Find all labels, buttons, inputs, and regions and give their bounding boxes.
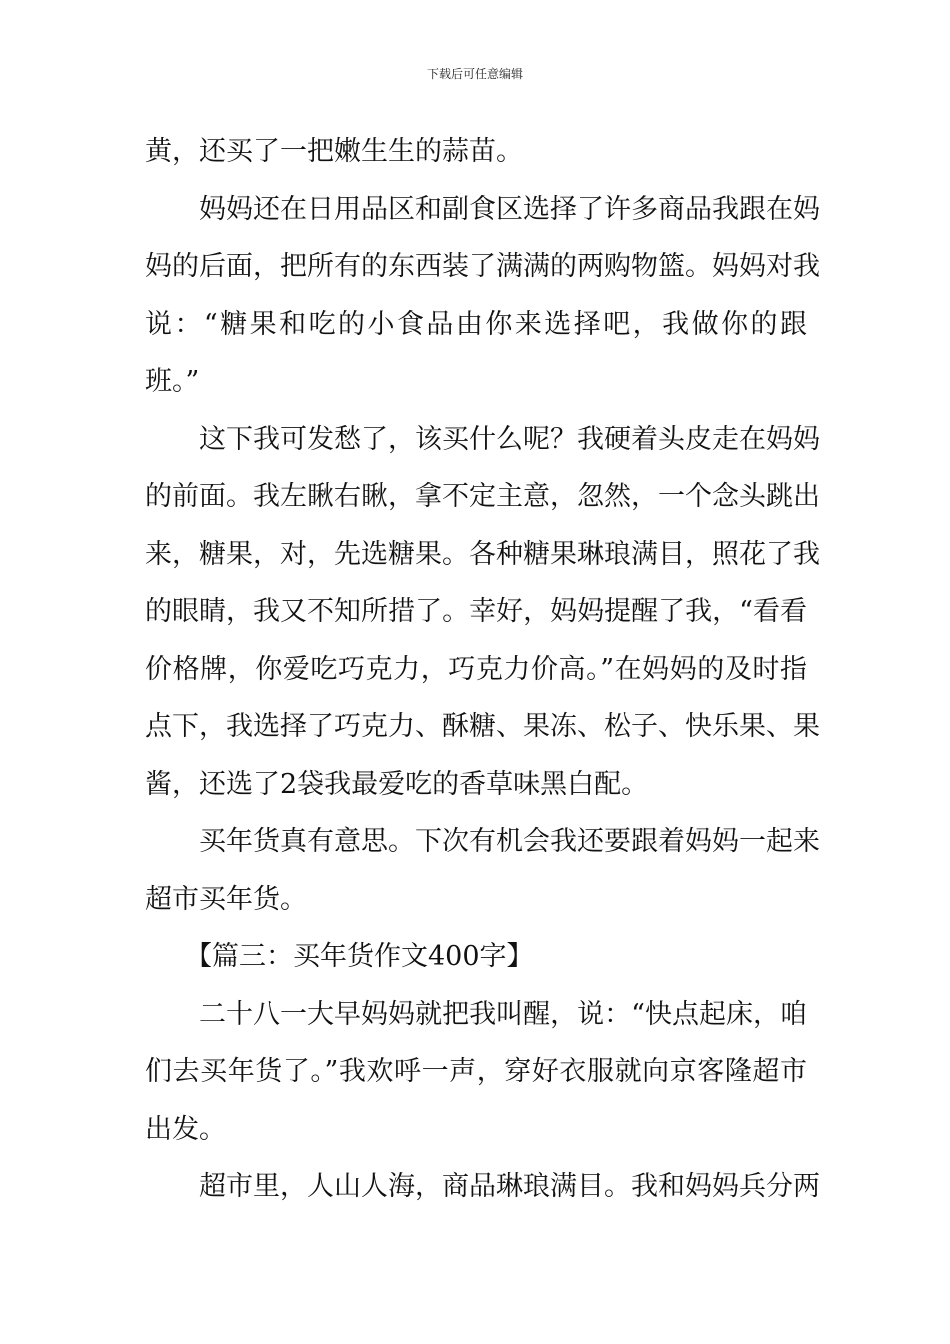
- paragraph-line: 的前面。我左瞅右瞅，拿不定主意，忽然，一个念头跳出: [145, 481, 820, 512]
- paragraph-line: 说：“糖果和吃的小食品由你来选择吧，我做你的跟: [145, 308, 807, 340]
- paragraph-line: 出发。: [145, 1113, 226, 1145]
- paragraph-line: 二十八一大早妈妈就把我叫醒，说：“快点起床，咱: [199, 998, 807, 1030]
- paragraph-line: 价格牌，你爱吃巧克力，巧克力价高。”在妈妈的及时指: [145, 653, 807, 685]
- paragraph-line: 妈妈还在日用品区和副食区选择了许多商品我跟在妈: [199, 193, 820, 225]
- section-heading: 【篇三：买年货作文400字】: [185, 941, 534, 972]
- paragraph-line: 来，糖果，对，先选糖果。各种糖果琳琅满目，照花了我: [145, 538, 820, 570]
- paragraph-line: 班。”: [145, 366, 200, 397]
- paragraph-line: 妈的后面，把所有的东西装了满满的两购物篮。妈妈对我: [145, 251, 820, 282]
- paragraph-line: 点下，我选择了巧克力、酥糖、果冻、松子、快乐果、果: [145, 711, 820, 742]
- paragraph-line: 的眼睛，我又不知所措了。幸好，妈妈提醒了我，“看看: [145, 596, 807, 627]
- paragraph-line: 酱，还选了2袋我最爱吃的香草味黑白配。: [145, 768, 649, 800]
- paragraph-line: 黄，还买了一把嫩生生的蒜苗。: [145, 136, 523, 167]
- paragraph-line: 们去买年货了。”我欢呼一声，穿好衣服就向京客隆超市: [145, 1056, 807, 1087]
- page-header: 下载后可任意编辑: [426, 67, 523, 81]
- paragraph-line: 买年货真有意思。下次有机会我还要跟着妈妈一起来: [199, 826, 820, 857]
- paragraph-line: 超市里，人山人海，商品琳琅满目。我和妈妈兵分两: [199, 1171, 820, 1202]
- paragraph-line: 超市买年货。: [145, 883, 307, 915]
- essay-body: [145, 130, 820, 1223]
- paragraph-line: 这下我可发愁了，该买什么呢？我硬着头皮走在妈妈: [199, 423, 820, 455]
